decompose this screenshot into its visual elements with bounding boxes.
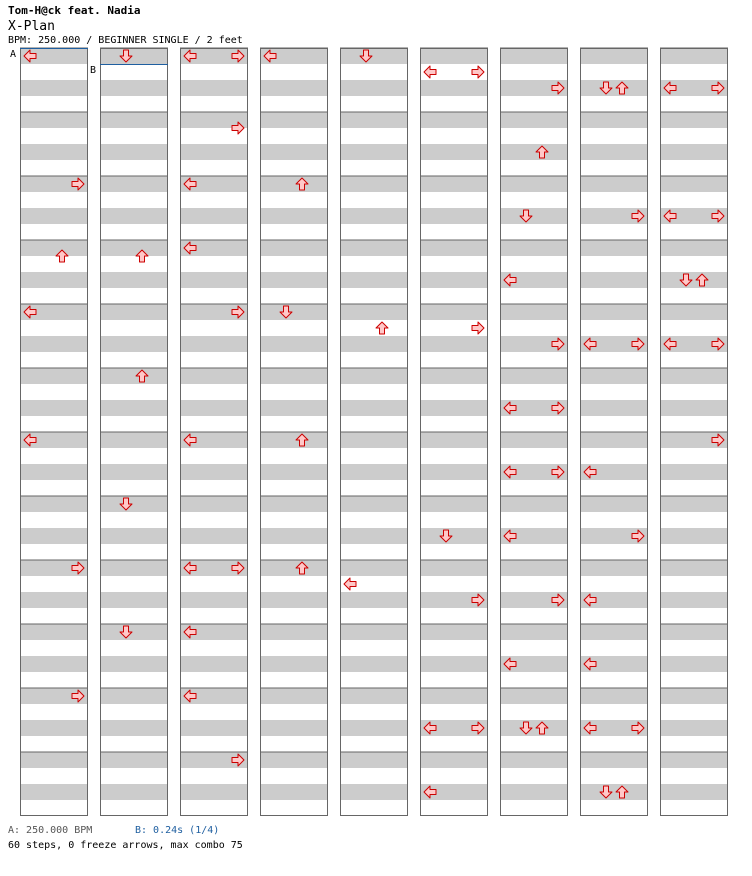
beat-stripe: [580, 624, 648, 640]
beat-stripe: [660, 368, 728, 384]
beat-stripe: [580, 784, 648, 800]
beat-stripe: [100, 304, 168, 320]
beat-stripe: [500, 48, 568, 64]
beat-stripe: [500, 784, 568, 800]
beat-stripe: [260, 368, 328, 384]
beat-stripe: [420, 240, 488, 256]
beat-stripe: [340, 496, 408, 512]
beat-stripe: [260, 400, 328, 416]
beat-stripe: [420, 144, 488, 160]
beat-stripe: [580, 240, 648, 256]
beat-stripe: [180, 400, 248, 416]
beat-stripe: [340, 528, 408, 544]
beat-stripe: [100, 272, 168, 288]
beat-stripe: [20, 720, 88, 736]
beat-stripe: [580, 80, 648, 96]
beat-stripe: [580, 752, 648, 768]
beat-stripe: [660, 784, 728, 800]
beat-stripe: [100, 752, 168, 768]
beat-stripe: [180, 464, 248, 480]
beat-stripe: [260, 656, 328, 672]
beat-stripe: [420, 48, 488, 64]
beat-stripe: [660, 112, 728, 128]
beat-stripe: [420, 688, 488, 704]
beat-stripe: [340, 752, 408, 768]
chart-column: [500, 48, 568, 816]
chart-column: [420, 48, 488, 816]
beat-stripe: [20, 656, 88, 672]
beat-stripe: [100, 80, 168, 96]
beat-stripe: [260, 496, 328, 512]
chart-column: [340, 48, 408, 816]
beat-stripe: [20, 272, 88, 288]
beat-stripe: [500, 496, 568, 512]
beat-stripe: [260, 464, 328, 480]
beat-stripe: [500, 208, 568, 224]
beat-stripe: [260, 176, 328, 192]
beat-stripe: [660, 240, 728, 256]
beat-stripe: [180, 496, 248, 512]
beat-stripe: [420, 400, 488, 416]
beat-stripe: [500, 304, 568, 320]
beat-stripe: [660, 624, 728, 640]
beat-stripe: [500, 752, 568, 768]
beat-stripe: [500, 368, 568, 384]
beat-stripe: [420, 528, 488, 544]
beat-stripe: [660, 464, 728, 480]
beat-stripe: [20, 592, 88, 608]
beat-stripe: [20, 528, 88, 544]
beat-stripe: [500, 720, 568, 736]
beat-stripe: [420, 624, 488, 640]
chart-column: [660, 48, 728, 816]
beat-stripe: [500, 176, 568, 192]
beat-stripe: [420, 560, 488, 576]
beat-stripe: [100, 688, 168, 704]
beat-stripe: [340, 784, 408, 800]
beat-stripe: [260, 752, 328, 768]
beat-stripe: [260, 80, 328, 96]
beat-stripe: [340, 240, 408, 256]
beat-stripe: [100, 464, 168, 480]
chart-column: [260, 48, 328, 816]
beat-stripe: [340, 112, 408, 128]
beat-stripe: [260, 304, 328, 320]
beat-stripe: [420, 496, 488, 512]
beat-stripe: [580, 176, 648, 192]
beat-stripe: [660, 656, 728, 672]
beat-stripe: [340, 144, 408, 160]
beat-stripe: [660, 48, 728, 64]
beat-stripe: [660, 560, 728, 576]
beat-stripe: [580, 144, 648, 160]
beat-stripe: [20, 496, 88, 512]
beat-stripe: [180, 656, 248, 672]
beat-stripe: [340, 656, 408, 672]
beat-stripe: [340, 48, 408, 64]
beat-stripe: [420, 272, 488, 288]
beat-stripe: [420, 656, 488, 672]
beat-stripe: [340, 624, 408, 640]
beat-stripe: [420, 464, 488, 480]
beat-stripe: [20, 80, 88, 96]
marker-label: B: [90, 65, 97, 76]
beat-stripe: [100, 784, 168, 800]
beat-stripe: [500, 432, 568, 448]
beat-stripe: [180, 80, 248, 96]
beat-stripe: [100, 624, 168, 640]
beat-stripe: [580, 304, 648, 320]
beat-stripe: [340, 80, 408, 96]
beat-stripe: [260, 432, 328, 448]
beat-stripe: [340, 560, 408, 576]
beat-stripe: [420, 432, 488, 448]
beat-stripe: [340, 592, 408, 608]
beat-stripe: [100, 176, 168, 192]
beat-stripe: [660, 752, 728, 768]
beat-stripe: [100, 240, 168, 256]
beat-stripe: [660, 496, 728, 512]
beat-stripe: [660, 720, 728, 736]
beat-stripe: [420, 752, 488, 768]
beat-stripe: [20, 240, 88, 256]
beat-stripe: [180, 368, 248, 384]
beat-stripe: [180, 336, 248, 352]
beat-stripe: [660, 592, 728, 608]
bpm-legend: A: 250.000 BPM: [8, 825, 93, 836]
beat-stripe: [580, 496, 648, 512]
beat-stripe: [260, 336, 328, 352]
beat-stripe: [100, 592, 168, 608]
beat-stripe: [180, 784, 248, 800]
beat-stripe: [260, 528, 328, 544]
beat-stripe: [340, 720, 408, 736]
beat-stripe: [180, 144, 248, 160]
beat-stripe: [500, 688, 568, 704]
beat-stripe: [340, 336, 408, 352]
beat-stripe: [580, 400, 648, 416]
beat-stripe: [260, 240, 328, 256]
beat-stripe: [340, 176, 408, 192]
beat-stripe: [100, 656, 168, 672]
beat-stripe: [100, 432, 168, 448]
beat-stripe: [340, 368, 408, 384]
beat-stripe: [340, 688, 408, 704]
beat-stripe: [20, 112, 88, 128]
beat-stripe: [340, 304, 408, 320]
beat-stripe: [420, 112, 488, 128]
marker-label: A: [10, 49, 17, 60]
beat-stripe: [580, 48, 648, 64]
beat-stripe: [420, 336, 488, 352]
beat-stripe: [100, 496, 168, 512]
song-artist: Tom-H@ck feat. Nadia: [8, 4, 141, 17]
beat-stripe: [100, 112, 168, 128]
beat-stripe: [340, 400, 408, 416]
chart-column: [100, 48, 168, 816]
beat-stripe: [260, 208, 328, 224]
beat-stripe: [100, 48, 168, 64]
beat-stripe: [20, 752, 88, 768]
beat-stripe: [340, 432, 408, 448]
beat-stripe: [660, 528, 728, 544]
beat-stripe: [260, 272, 328, 288]
beat-stripe: [660, 688, 728, 704]
chart-info: BPM: 250.000 / BEGINNER SINGLE / 2 feet: [8, 35, 243, 46]
beat-stripe: [20, 400, 88, 416]
beat-stripe: [180, 592, 248, 608]
beat-stripe: [580, 272, 648, 288]
beat-stripe: [20, 784, 88, 800]
beat-stripe: [100, 720, 168, 736]
beat-stripe: [260, 112, 328, 128]
beat-stripe: [180, 720, 248, 736]
beat-stripe: [580, 432, 648, 448]
beat-stripe: [660, 144, 728, 160]
beat-stripe: [340, 208, 408, 224]
beat-stripe: [20, 368, 88, 384]
beat-stripe: [340, 464, 408, 480]
beat-stripe: [100, 336, 168, 352]
beat-stripe: [180, 208, 248, 224]
beat-stripe: [100, 560, 168, 576]
beat-stripe: [100, 368, 168, 384]
beat-stripe: [260, 720, 328, 736]
beat-stripe: [100, 528, 168, 544]
beat-stripe: [500, 624, 568, 640]
chart-column: [580, 48, 648, 816]
beat-stripe: [660, 272, 728, 288]
stop-legend: B: 0.24s (1/4): [135, 825, 220, 836]
song-title: X-Plan: [8, 19, 55, 34]
beat-stripe: [580, 368, 648, 384]
beat-stripe: [340, 272, 408, 288]
beat-stripe: [420, 368, 488, 384]
beat-stripe: [100, 400, 168, 416]
beat-stripe: [660, 304, 728, 320]
beat-stripe: [660, 400, 728, 416]
chart-stats: 60 steps, 0 freeze arrows, max combo 75: [8, 840, 243, 851]
beat-stripe: [580, 560, 648, 576]
beat-stripe: [20, 464, 88, 480]
beat-stripe: [660, 176, 728, 192]
beat-stripe: [100, 144, 168, 160]
beat-stripe: [420, 176, 488, 192]
beat-stripe: [260, 144, 328, 160]
beat-stripe: [20, 144, 88, 160]
beat-stripe: [180, 528, 248, 544]
beat-stripe: [20, 208, 88, 224]
beat-stripe: [260, 784, 328, 800]
beat-stripe: [500, 560, 568, 576]
beat-stripe: [180, 272, 248, 288]
beat-stripe: [100, 208, 168, 224]
beat-stripe: [420, 208, 488, 224]
beat-stripe: [20, 336, 88, 352]
beat-stripe: [580, 688, 648, 704]
beat-stripe: [500, 144, 568, 160]
beat-stripe: [500, 112, 568, 128]
beat-stripe: [420, 304, 488, 320]
beat-stripe: [580, 112, 648, 128]
beat-stripe: [260, 592, 328, 608]
beat-stripe: [260, 560, 328, 576]
beat-stripe: [20, 624, 88, 640]
beat-stripe: [500, 240, 568, 256]
beat-stripe: [260, 624, 328, 640]
beat-stripe: [260, 688, 328, 704]
beat-stripe: [420, 80, 488, 96]
